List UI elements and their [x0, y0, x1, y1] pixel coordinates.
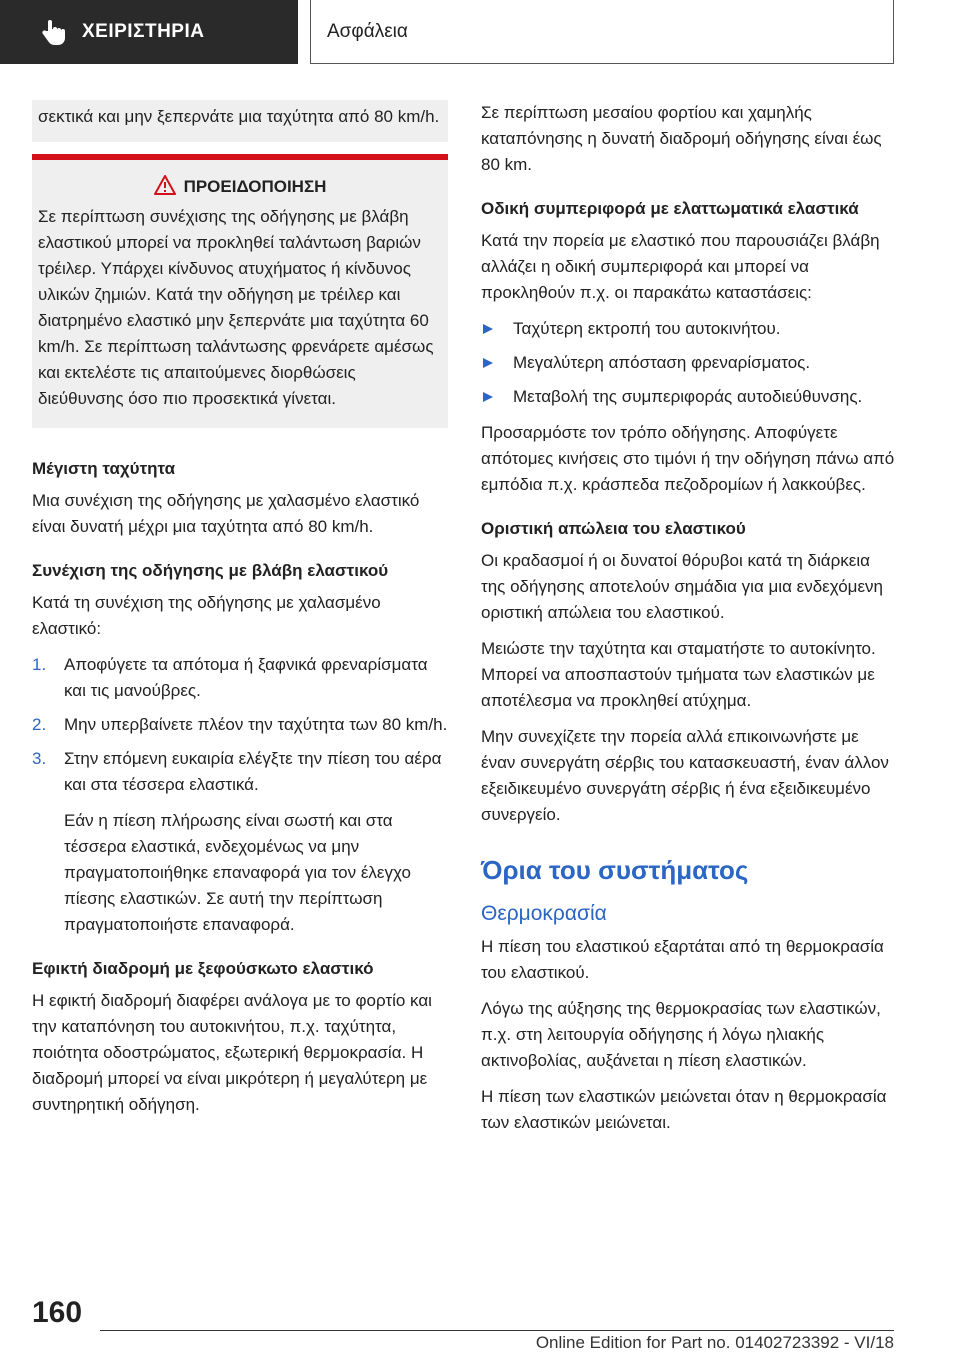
list-item [32, 746, 448, 798]
warning-header [38, 174, 442, 200]
list-item [481, 350, 897, 376]
step-text: Μην υπερβαίνετε πλέον την ταχύτητα των 80 km/h. [64, 715, 448, 734]
continue-heading: Συνέχιση της οδήγησης με βλάβη ελαστικού [32, 561, 389, 580]
continue-intro: Κατά τη συνέχιση της οδήγησης με χαλασμένο ελαστικό: [32, 593, 381, 638]
max-speed-text: Μια συνέχιση της οδήγησης με χαλασμένο ελαστικό είναι δυνατή μέχρι μια ταχύτητα από 80 km/h. [32, 491, 420, 536]
list-item [481, 384, 897, 410]
list-item [32, 712, 448, 738]
page-number: 160 [32, 1296, 83, 1329]
temperature-text-3: Η πίεση των ελαστικών μειώνεται όταν η θερμοκρασία των ελαστικών μειώνεται. [481, 1087, 887, 1132]
bullet-text: Μεταβολή της συμπεριφοράς αυτοδιεύθυνσης. [513, 387, 863, 406]
list-item [32, 652, 448, 704]
behavior-intro: Κατά την πορεία με ελαστικό που παρουσιάζει βλάβη αλλάζει η οδική συμπεριφορά και μπορεί να προκληθούν π.χ. οι παρακάτω καταστάσεις: [481, 231, 880, 302]
temperature-heading: Θερμοκρασία [481, 902, 607, 925]
behavior-advice: Προσαρμόστε τον τρόπο οδήγησης. Αποφύγετε απότομες κινήσεις στο τιμόνι ή την οδήγηση πάνω από εμπόδια π.χ. κράσπεδα πεζοδρομίων ή λακκούβες. [481, 423, 895, 494]
behavior-bullets [481, 316, 897, 410]
loss-heading: Οριστική απώλεια του ελαστικού [481, 519, 746, 538]
behavior-heading: Οδική συμπεριφορά με ελαττωματικά ελαστικά [481, 199, 859, 218]
loss-text-1: Οι κραδασμοί ή οι δυνατοί θόρυβοι κατά τη διάρκεια της οδήγησης αποτελούν σημάδια για μια ενδεχόμενη οριστική απώλεια του ελαστικού. [481, 551, 883, 622]
chapter-tab [0, 0, 298, 64]
footer-divider [100, 1330, 894, 1331]
section-tab [310, 0, 894, 64]
right-column [481, 100, 897, 1146]
section-title: Ασφάλεια [327, 20, 408, 42]
list-item [481, 316, 897, 342]
triangle-bullet-icon [483, 392, 493, 402]
warning-triangle-icon [154, 175, 176, 195]
range-heading: Εφικτή διαδρομή με ξεφούσκωτο ελαστικό [32, 959, 374, 978]
bullet-text: Μεγαλύτερη απόσταση φρεναρίσματος. [513, 353, 811, 372]
load-text: Σε περίπτωση μεσαίου φορτίου και χαμηλής καταπόνησης η δυνατή διαδρομή οδήγησης είναι έως 80 km. [481, 103, 882, 174]
step3-note: Εάν η πίεση πλήρωσης είναι σωστή και στα τέσσερα ελαστικά, ενδεχομένως να μην πραγματοποιήθηκε επαναφορά για τον έλεγχο πίεσης ελαστικών. Σε αυτή την περίπτωση πραγματοποιήστε επαναφορά. [64, 811, 411, 934]
warning-box [32, 160, 448, 428]
loss-text-3: Μην συνεχίζετε την πορεία αλλά επικοινωνήστε με έναν συνεργάτη σέρβις του κατασκευαστή, έναν άλλον εξειδικευμένο συνεργάτη σέρβις ή ένα εξειδικευμένο συνεργείο. [481, 727, 889, 824]
step-number: 3. [32, 749, 47, 768]
temperature-text-1: Η πίεση του ελαστικού εξαρτάται από τη θερμοκρασία του ελαστικού. [481, 937, 884, 982]
range-text: Η εφικτή διαδρομή διαφέρει ανάλογα με το φορτίο και την καταπόνηση του αυτοκινήτου, π.χ. ταχύτητα, ποιότητα οδοστρώματος, εξωτερική θερμοκρασία. Η διαδρομή μπορεί να είναι μικρότερη ή μεγαλύτερη με συντηρητική οδήγηση. [32, 991, 432, 1114]
step-number: 1. [32, 655, 47, 674]
warning-text: Σε περίπτωση συνέχισης της οδήγησης με βλάβη ελαστικού μπορεί να προκληθεί ταλάντωση βαριών τρέιλερ. Υπάρχει κίνδυνος ατυχήματος ή κίνδυνος υλικών ζημιών. Κατά την οδήγηση με τρέιλερ και διατρημένο ελαστικό μην ξεπερνάτε μια ταχύτητα 60 km/h. Σε περίπτωση ταλάντωσης φρενάρετε αμέσως και εκτελέστε τις απαιτούμενες διορθώσεις διεύθυνσης όσο πιο προσεκτικά γίνεται. [38, 207, 434, 408]
limits-heading: Όρια του συστήματος [481, 855, 749, 885]
step-number: 2. [32, 715, 47, 734]
triangle-bullet-icon [483, 358, 493, 368]
bullet-text: Ταχύτερη εκτροπή του αυτοκινήτου. [513, 319, 781, 338]
intro-text: σεκτικά και μην ξεπερνάτε μια ταχύτητα από 80 km/h. [38, 107, 440, 126]
warning-title: ΠΡΟΕΙΔΟΠΟΙΗΣΗ [183, 177, 327, 196]
left-column [32, 100, 448, 1128]
hand-pointer-icon [40, 18, 68, 46]
intro-box [32, 100, 448, 142]
triangle-bullet-icon [483, 324, 493, 334]
step-text: Αποφύγετε τα απότομα ή ξαφνικά φρεναρίσματα και τις μανούβρες. [64, 655, 428, 700]
steps-list [32, 652, 448, 798]
edition-text: Online Edition for Part no. 01402723392 - VI/18 [535, 1333, 894, 1352]
loss-text-2: Μειώστε την ταχύτητα και σταματήστε το αυτοκίνητο. Μπορεί να αποσπαστούν τμήματα των ελαστικών με αποτέλεσμα να προκληθεί ατύχημα. [481, 639, 876, 710]
chapter-title: ΧΕΙΡΙΣΤΗΡΙΑ [82, 21, 205, 42]
max-speed-heading: Μέγιστη ταχύτητα [32, 459, 176, 478]
temperature-text-2: Λόγω της αύξησης της θερμοκρασίας των ελαστικών, π.χ. στη λειτουργία οδήγησης ή λόγω ηλιακής ακτινοβολίας, αυξάνεται η πίεση ελαστικών. [481, 999, 881, 1070]
step-text: Στην επόμενη ευκαιρία ελέγξτε την πίεση του αέρα και στα τέσσερα ελαστικά. [64, 749, 442, 794]
